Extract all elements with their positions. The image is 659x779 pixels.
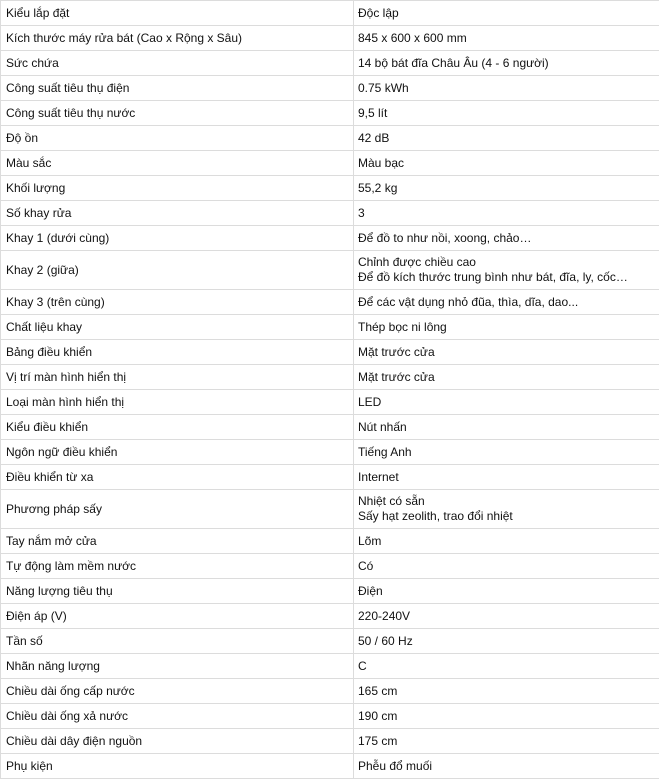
spec-value-line: Nhiệt có sẵn: [358, 494, 659, 509]
spec-value: [354, 1, 659, 26]
spec-label: Số khay rửa: [1, 201, 354, 226]
table-row: [1, 1, 659, 26]
spec-value: [354, 415, 659, 440]
table-row: [1, 390, 659, 415]
spec-label: Nhãn năng lượng: [1, 654, 354, 679]
spec-value-line: Sấy hạt zeolith, trao đổi nhiệt: [358, 509, 659, 524]
spec-value: [354, 51, 659, 76]
spec-value: [354, 579, 659, 604]
spec-label: Độ ồn: [1, 126, 354, 151]
spec-value: [354, 26, 659, 51]
spec-label: Bảng điều khiển: [1, 340, 354, 365]
spec-label: Công suất tiêu thụ điện: [1, 76, 354, 101]
spec-value-line: Mặt trước cửa: [358, 345, 659, 360]
table-row: [1, 226, 659, 251]
spec-value-line: Chỉnh được chiều cao: [358, 255, 659, 270]
spec-value-line: Nút nhấn: [358, 420, 659, 435]
spec-label: Chất liệu khay: [1, 315, 354, 340]
spec-value-line: 42 dB: [358, 131, 659, 146]
spec-value: [354, 465, 659, 490]
spec-label: Chiều dài ống cấp nước: [1, 679, 354, 704]
spec-label: Khay 1 (dưới cùng): [1, 226, 354, 251]
spec-label: Ngôn ngữ điều khiển: [1, 440, 354, 465]
table-row: [1, 340, 659, 365]
spec-value-line: 845 x 600 x 600 mm: [358, 31, 659, 46]
spec-value: [354, 315, 659, 340]
spec-value: [354, 679, 659, 704]
spec-value: [354, 529, 659, 554]
table-row: [1, 729, 659, 754]
spec-value-line: 3: [358, 206, 659, 221]
table-row: [1, 101, 659, 126]
spec-value: [354, 754, 659, 779]
spec-value: [354, 76, 659, 101]
spec-label: Phương pháp sấy: [1, 490, 354, 529]
spec-label: Phụ kiện: [1, 754, 354, 779]
spec-value-line: Để đồ to như nồi, xoong, chảo…: [358, 231, 659, 246]
spec-value: [354, 390, 659, 415]
spec-value: [354, 490, 659, 529]
specifications-body: [1, 1, 659, 779]
table-row: [1, 415, 659, 440]
spec-label: Kiểu điều khiển: [1, 415, 354, 440]
spec-value-line: C: [358, 659, 659, 674]
spec-value: [354, 440, 659, 465]
table-row: [1, 465, 659, 490]
spec-value: [354, 629, 659, 654]
spec-label: Tay nắm mở cửa: [1, 529, 354, 554]
spec-label: Kích thước máy rửa bát (Cao x Rộng x Sâu): [1, 26, 354, 51]
table-row: [1, 529, 659, 554]
spec-value: [354, 251, 659, 290]
table-row: [1, 754, 659, 779]
table-row: [1, 176, 659, 201]
spec-value-line: Để các vật dụng nhỏ đũa, thìa, dĩa, dao...: [358, 295, 659, 310]
spec-value: [354, 729, 659, 754]
spec-value: [354, 126, 659, 151]
spec-value: [354, 340, 659, 365]
spec-value-line: Tiếng Anh: [358, 445, 659, 460]
spec-value: [354, 604, 659, 629]
spec-value-line: Độc lập: [358, 6, 659, 21]
spec-value: [354, 365, 659, 390]
spec-value-line: 55,2 kg: [358, 181, 659, 196]
spec-label: Vị trí màn hình hiển thị: [1, 365, 354, 390]
spec-value-line: 190 cm: [358, 709, 659, 724]
spec-value: [354, 151, 659, 176]
spec-value-line: 50 / 60 Hz: [358, 634, 659, 649]
spec-value-line: 220-240V: [358, 609, 659, 624]
table-row: [1, 554, 659, 579]
table-row: [1, 490, 659, 529]
spec-value-line: Thép bọc ni lông: [358, 320, 659, 335]
spec-value-line: 0.75 kWh: [358, 81, 659, 96]
spec-label: Khay 2 (giữa): [1, 251, 354, 290]
table-row: [1, 76, 659, 101]
table-row: [1, 704, 659, 729]
table-row: [1, 26, 659, 51]
table-row: [1, 604, 659, 629]
spec-label: Khối lượng: [1, 176, 354, 201]
spec-value-line: Điện: [358, 584, 659, 599]
table-row: [1, 679, 659, 704]
spec-value-line: LED: [358, 395, 659, 410]
spec-value-line: Internet: [358, 470, 659, 485]
table-row: [1, 629, 659, 654]
spec-value: [354, 290, 659, 315]
table-row: [1, 654, 659, 679]
spec-value-line: Có: [358, 559, 659, 574]
spec-value: [354, 176, 659, 201]
spec-label: Kiểu lắp đặt: [1, 1, 354, 26]
table-row: [1, 151, 659, 176]
table-row: [1, 290, 659, 315]
spec-value-line: 9,5 lít: [358, 106, 659, 121]
spec-value: [354, 554, 659, 579]
spec-label: Màu sắc: [1, 151, 354, 176]
table-row: [1, 315, 659, 340]
spec-value-line: 14 bộ bát đĩa Châu Âu (4 - 6 người): [358, 56, 659, 71]
table-row: [1, 51, 659, 76]
table-row: [1, 251, 659, 290]
spec-value-line: Phễu đổ muối: [358, 759, 659, 774]
spec-label: Khay 3 (trên cùng): [1, 290, 354, 315]
spec-label: Điều khiển từ xa: [1, 465, 354, 490]
spec-label: Điện áp (V): [1, 604, 354, 629]
spec-label: Chiều dài dây điện nguồn: [1, 729, 354, 754]
spec-label: Chiều dài ống xả nước: [1, 704, 354, 729]
spec-value: [354, 654, 659, 679]
table-row: [1, 440, 659, 465]
spec-value: [354, 201, 659, 226]
table-row: [1, 579, 659, 604]
spec-value-line: 175 cm: [358, 734, 659, 749]
spec-value-line: Để đồ kích thước trung bình như bát, đĩa, ly, cốc…: [358, 270, 659, 285]
spec-value: [354, 101, 659, 126]
spec-value-line: 165 cm: [358, 684, 659, 699]
spec-label: Tự động làm mềm nước: [1, 554, 354, 579]
spec-value: [354, 226, 659, 251]
table-row: [1, 126, 659, 151]
spec-value-line: Mặt trước cửa: [358, 370, 659, 385]
spec-label: Tần số: [1, 629, 354, 654]
spec-label: Sức chứa: [1, 51, 354, 76]
table-row: [1, 365, 659, 390]
spec-value-line: Lõm: [358, 534, 659, 549]
spec-label: Loại màn hình hiển thị: [1, 390, 354, 415]
spec-value-line: Màu bạc: [358, 156, 659, 171]
spec-value: [354, 704, 659, 729]
table-row: [1, 201, 659, 226]
spec-label: Công suất tiêu thụ nước: [1, 101, 354, 126]
spec-label: Năng lượng tiêu thụ: [1, 579, 354, 604]
